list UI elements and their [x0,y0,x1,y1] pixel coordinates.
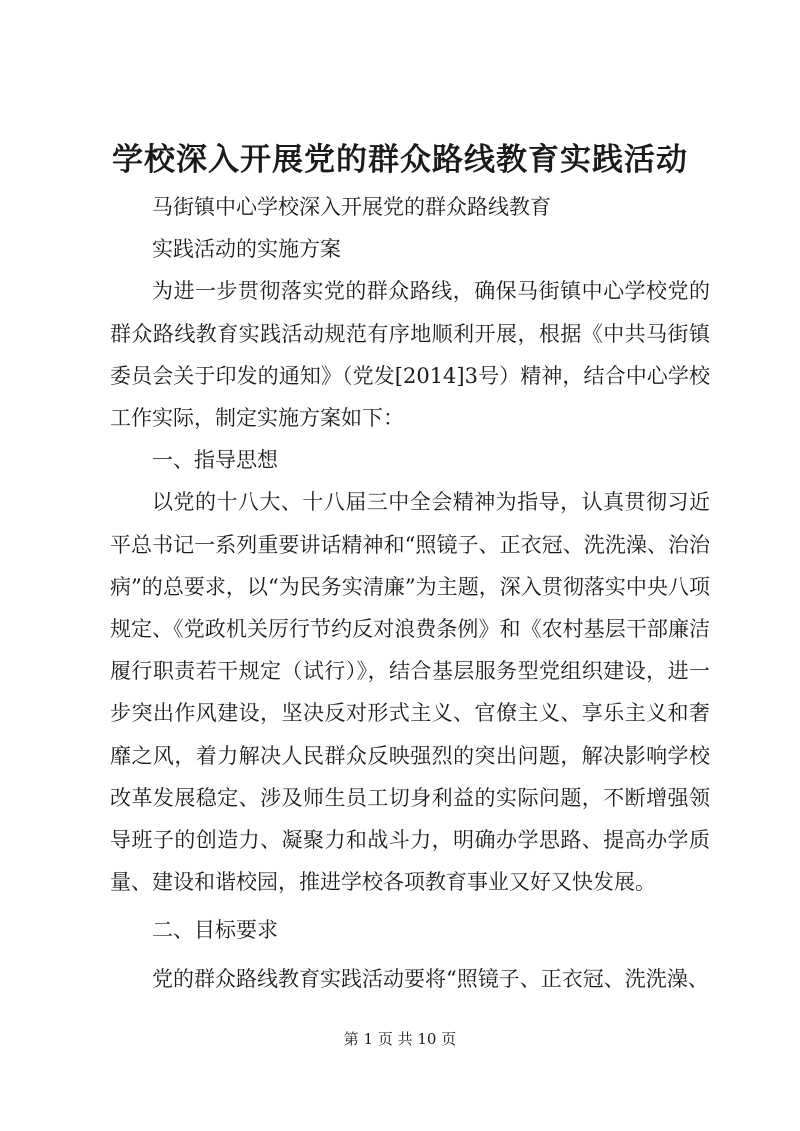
intro-paragraph: 为进一步贯彻落实党的群众路线，确保马街镇中心学校党的群众路线教育实践活动规范有序地顺利开展，根据《中共马街镇委员会关于印发的通知》（党发[2014]3号）精神，结合中心学校工作实际，制定实施方案如下： [110,279,710,431]
section-2-paragraph: 党的群众路线教育实践活动要将“照镜子、正衣冠、洗洗澡、 [152,966,709,991]
document-body [110,186,710,1000]
section-1-heading: 一、指导思想 [152,448,278,473]
subtitle-line-2: 实践活动的实施方案 [152,237,341,262]
subtitle-line-1: 马街镇中心学校深入开展党的群众路线教育 [152,195,551,219]
page-number-footer: 第 1 页 共 10 页 [343,1030,457,1048]
document-title: 学校深入开展党的群众路线教育实践活动 [112,142,688,178]
section-1-paragraph: 以党的十八大、十八届三中全会精神为指导，认真贯彻习近平总书记一系列重要讲话精神和“照镜子、正衣冠、洗洗澡、治治病”的总要求，以“为民务实清廉”为主题，深入贯彻落实中央八项规定、《党政机关厉行节约反对浪费条例》和《农村基层干部廉洁履行职责若干规定（试行）》，结合基层服务型党组织建设，进一步突出作风建设，坚决反对形式主义、官僚主义、享乐主义和奢靡之风，着力解决人民群众反映强烈的突出问题，解决影响学校改革发展稳定、涉及师生员工切身利益的实际问题，不断增强领导班子的创造力、凝聚力和战斗力，明确办学思路、提高办学质量、建设和谐校园，推进学校各项教育事业又好又快发展。 [110,490,710,895]
section-2-heading: 二、目标要求 [152,918,278,943]
